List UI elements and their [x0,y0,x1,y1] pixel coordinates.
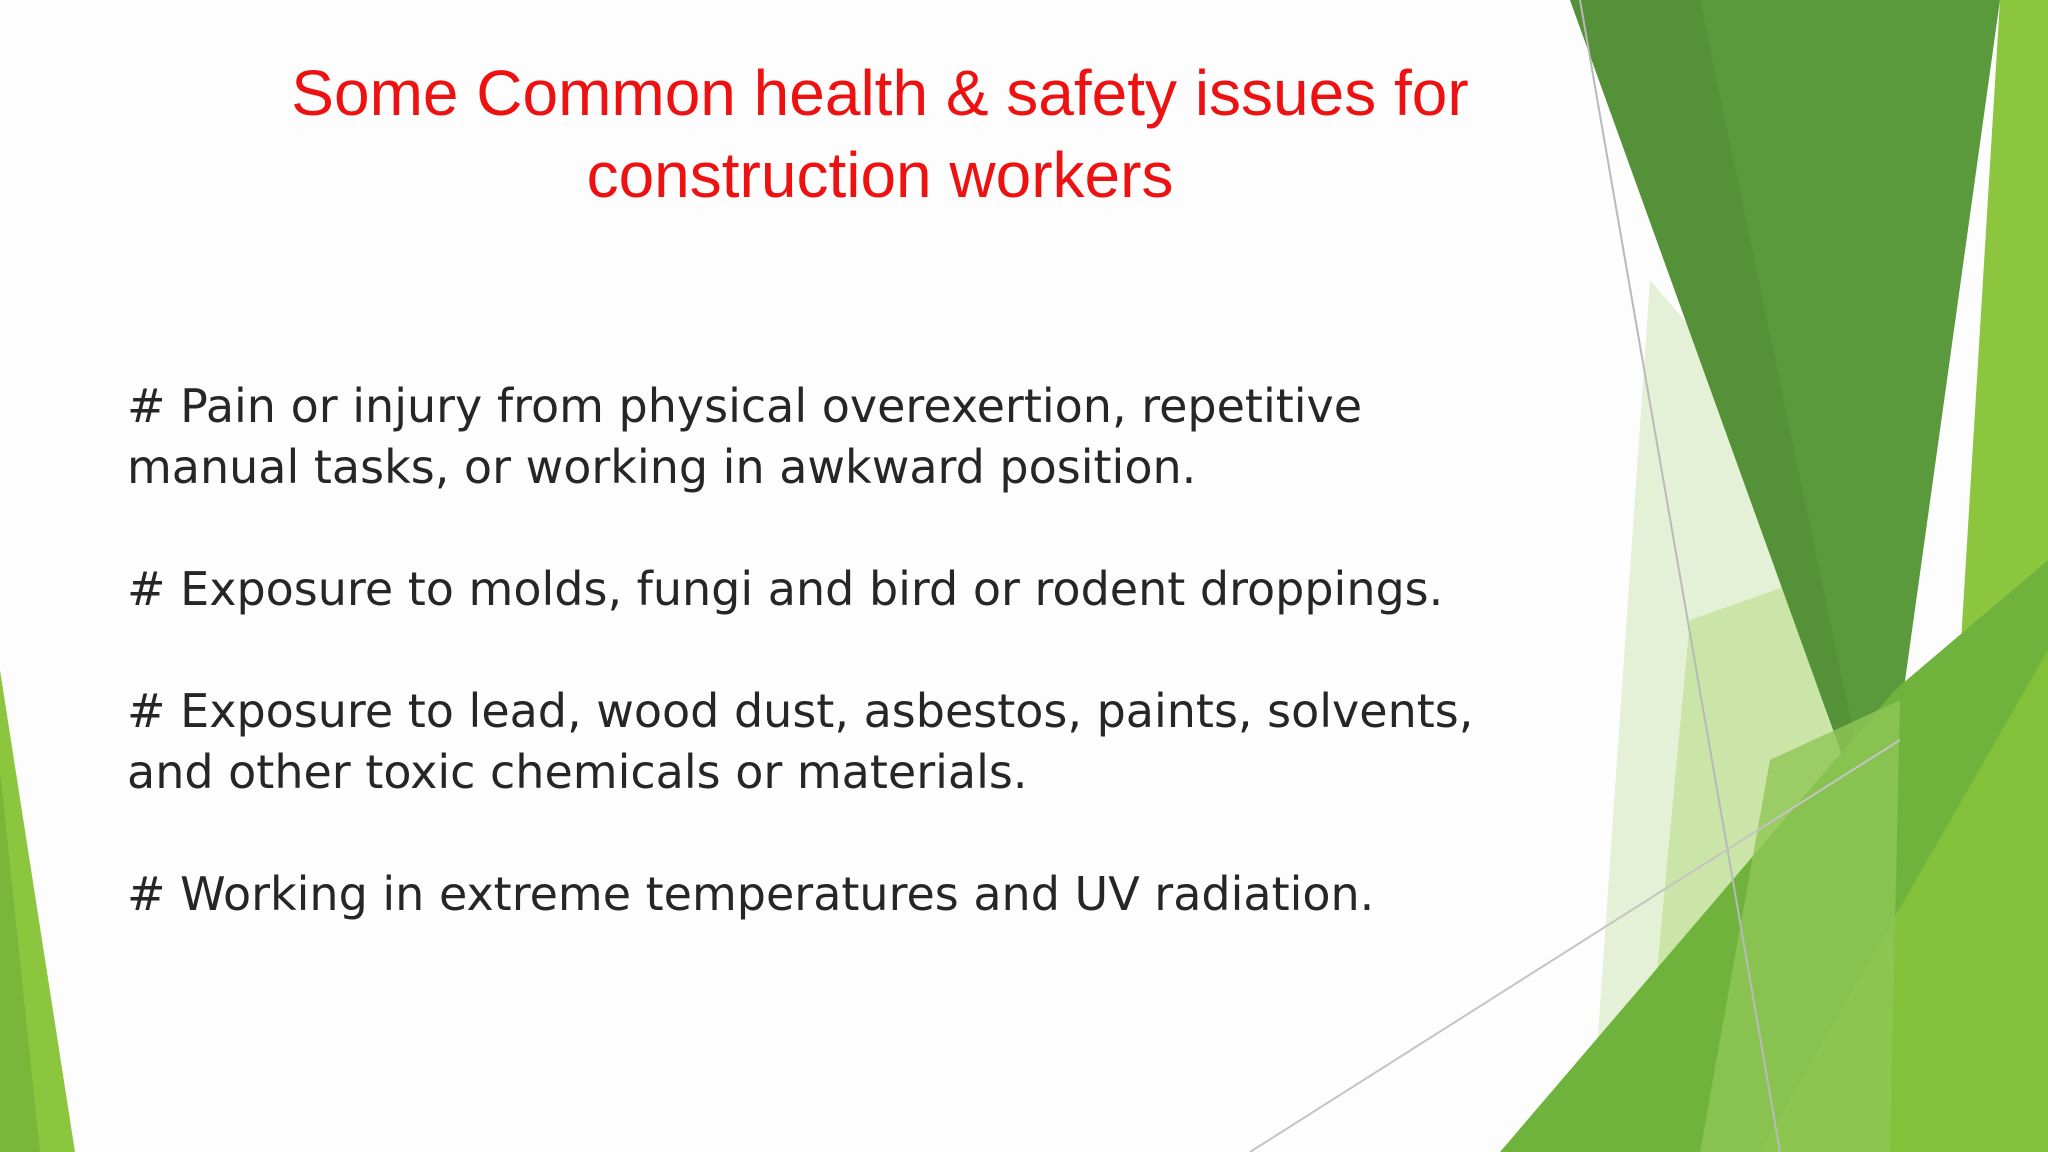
bullet-item-molds-exposure [127,559,1547,620]
bullet-line: and other toxic chemicals or materials. [127,745,1028,799]
bullet-line: # Exposure to lead, wood dust, asbestos, paints, solvents, [127,684,1474,738]
bullet-list [127,376,1547,925]
bullet-item-toxic-exposure [127,681,1547,803]
bullet-line: manual tasks, or working in awkward position. [127,440,1197,494]
slide-title-line: construction workers [586,139,1174,211]
slide-title [130,52,1630,216]
bullet-item-physical-strain [127,376,1547,498]
slide-title-line: Some Common health & safety issues for [291,57,1469,129]
bullet-line: # Pain or injury from physical overexertion, repetitive [127,379,1363,433]
bullet-line: # Exposure to molds, fungi and bird or rodent droppings. [127,562,1444,616]
bullet-item-extreme-temperatures [127,864,1547,925]
bullet-line: # Working in extreme temperatures and UV radiation. [127,867,1375,921]
